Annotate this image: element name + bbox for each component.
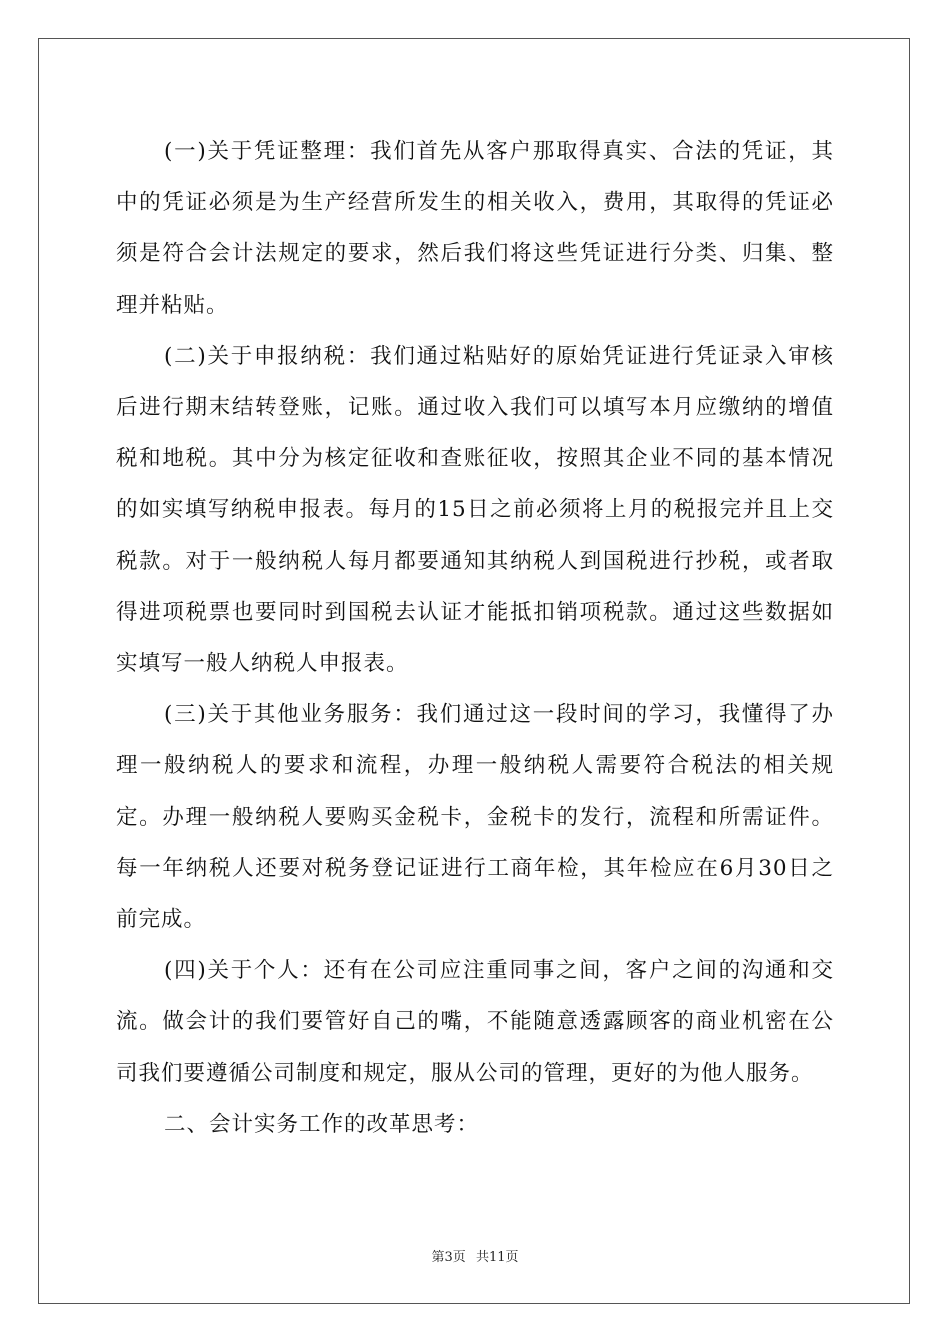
page-footer <box>0 1246 950 1265</box>
paragraph-tax-filing: (二)关于申报纳税：我们通过粘贴好的原始凭证进行凭证录入审核后进行期末结转登账，记账。通过收入我们可以填写本月应缴纳的增值税和地税。其中分为核定征收和查账征收，按照其企业不同的基本情况的如实填写纳税申报表。每月的15日之前必须将上月的税报完并且上交税款。对于一般纳税人每月都要通知其纳税人到国税进行抄税，或者取得进项税票也要同时到国税去认证才能抵扣销项税款。通过这些数据如实填写一般人纳税人申报表。 <box>116 343 834 677</box>
paragraph-other-services: (三)关于其他业务服务：我们通过这一段时间的学习，我懂得了办理一般纳税人的要求和流程，办理一般纳税人需要符合税法的相关规定。办理一般纳税人要购买金税卡，金税卡的发行，流程和所需证件。每一年纳税人还要对税务登记证进行工商年检，其年检应在6月30日之前完成。 <box>116 702 834 933</box>
total-page-count: 共11页 <box>475 1250 519 1265</box>
document-body <box>116 126 834 1150</box>
section-heading-reform: 二、会计实务工作的改革思考： <box>164 1111 480 1137</box>
current-page-number: 第3页 <box>431 1250 466 1265</box>
paragraph-voucher-processing: (一)关于凭证整理：我们首先从客户那取得真实、合法的凭证，其中的凭证必须是为生产经营所发生的相关收入，费用，其取得的凭证必须是符合会计法规定的要求，然后我们将这些凭证进行分类、归集、整理并粘贴。 <box>116 139 834 318</box>
paragraph-personal: (四)关于个人：还有在公司应注重同事之间，客户之间的沟通和交流。做会计的我们要管好自己的嘴，不能随意透露顾客的商业机密在公司我们要遵循公司制度和规定，服从公司的管理，更好的为他人服务。 <box>116 958 834 1086</box>
